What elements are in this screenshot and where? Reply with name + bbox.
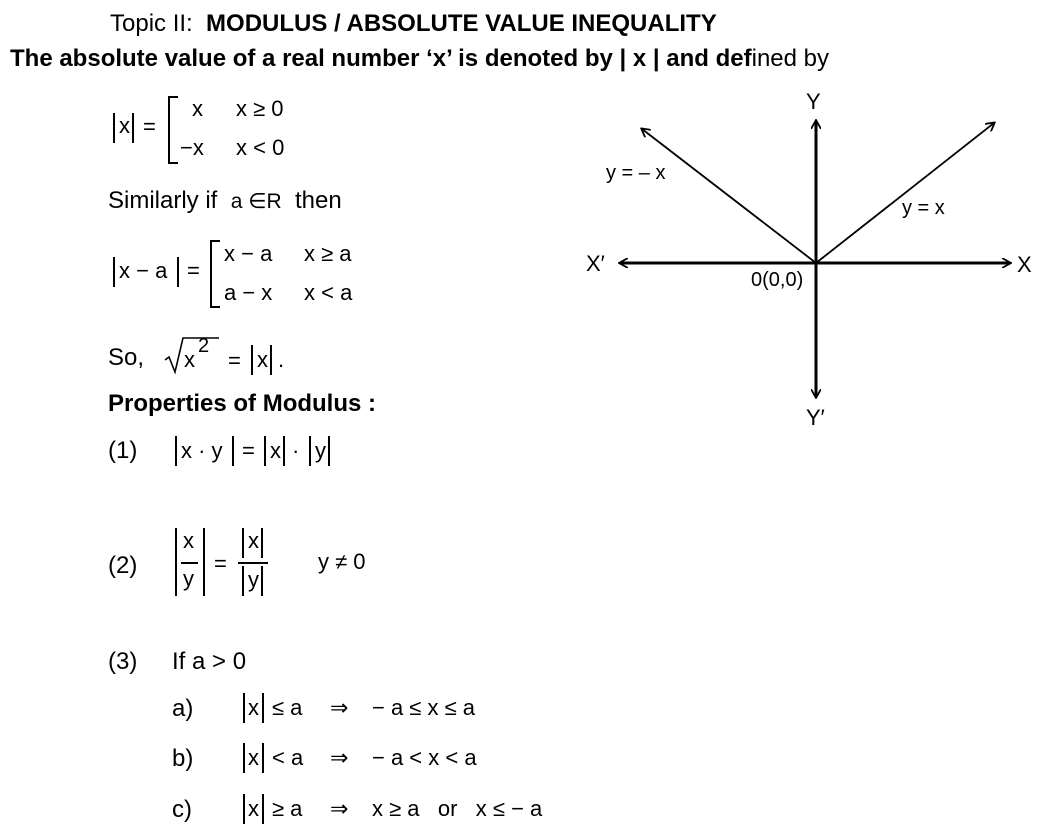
abs-bar-right xyxy=(203,528,205,596)
def2-row2-value: a − x xyxy=(224,280,273,305)
def2-row1-value: x − a xyxy=(224,241,273,266)
property-3-condition: If a > 0 xyxy=(172,648,247,675)
abs-bar-right xyxy=(328,436,330,466)
implies-symbol: ⇒ xyxy=(330,695,349,720)
abs-bar-left xyxy=(113,257,115,287)
property-3-number: (3) xyxy=(108,648,138,675)
def1-row2-value: −x xyxy=(180,135,204,160)
def1-row2-condition: x < 0 xyxy=(236,135,285,160)
result: x ≥ a or x ≤ − a xyxy=(372,796,543,821)
intro-bold-text: The absolute value of a real number ‘x’ is denoted by | x | and def xyxy=(10,45,752,72)
implies-symbol: ⇒ xyxy=(330,745,349,770)
abs-bar-right xyxy=(232,436,234,466)
abs-bar-left xyxy=(309,436,311,466)
def2-row2-condition: x < a xyxy=(304,280,353,305)
relation: < a xyxy=(272,745,304,770)
abs-bar-right xyxy=(262,693,264,723)
abs-bar-left xyxy=(242,528,244,558)
sqrt-exponent: 2 xyxy=(198,335,210,357)
sub-label: c) xyxy=(172,796,192,823)
similarly-then: then xyxy=(295,187,342,214)
relation: ≥ a xyxy=(272,796,303,821)
abs-bar-right xyxy=(132,113,134,143)
result: − a < x < a xyxy=(372,745,477,770)
line-y-equals-x xyxy=(816,123,994,263)
abs-x-lhs: x xyxy=(119,113,130,138)
abs-bar-left xyxy=(242,566,244,596)
abs-x: x xyxy=(248,745,259,770)
def1-row1-value: x xyxy=(192,96,203,121)
abs-bar-left xyxy=(175,528,177,596)
topic-heading xyxy=(110,10,717,38)
def2-row1-condition: x ≥ a xyxy=(304,241,352,266)
abs-bar-left xyxy=(113,113,115,143)
so-dot: . xyxy=(278,347,285,372)
abs-bar-right xyxy=(262,743,264,773)
line-neg-label: y = – x xyxy=(606,162,666,184)
property-2-equals: = xyxy=(214,551,227,576)
abs-bar-right xyxy=(262,794,264,824)
property-2-denominator: y xyxy=(183,566,194,591)
fraction-bar xyxy=(181,562,198,564)
property-1-xy: x · y xyxy=(181,438,223,463)
abs-bar-right xyxy=(261,566,263,596)
line-y-equals-neg-x xyxy=(642,129,816,263)
sqrt-radicand: x xyxy=(184,347,195,372)
def2-equals: = xyxy=(187,258,200,283)
y-prime-axis-label: Y′ xyxy=(806,405,825,430)
abs-x-minus-a-lhs: x − a xyxy=(119,258,168,283)
property-2-numerator-2: x xyxy=(248,528,259,553)
property-2-number: (2) xyxy=(108,552,138,579)
property-1-dot: · xyxy=(292,438,300,463)
def2-bracket xyxy=(210,240,220,308)
line-pos-label: y = x xyxy=(902,197,945,219)
abs-bar-left xyxy=(243,794,245,824)
so-rhs: x xyxy=(257,347,268,372)
similarly-line xyxy=(108,187,342,215)
def1-equals: = xyxy=(143,114,156,139)
abs-bar-right xyxy=(177,257,179,287)
topic-title: MODULUS / ABSOLUTE VALUE INEQUALITY xyxy=(206,10,717,37)
implies-symbol: ⇒ xyxy=(330,796,349,821)
abs-x: x xyxy=(248,796,259,821)
sub-label: b) xyxy=(172,745,194,772)
similarly-condition: a ∈R xyxy=(230,190,282,213)
similarly-text: Similarly if xyxy=(108,187,218,214)
property-2-numerator: x xyxy=(183,528,194,553)
abs-bar-left xyxy=(251,345,253,375)
abs-bar-right xyxy=(261,528,263,558)
intro-line xyxy=(10,45,829,73)
abs-bar-right xyxy=(283,436,285,466)
abs-bar-left xyxy=(264,436,266,466)
property-1-y: y xyxy=(315,438,326,463)
abs-bar-right xyxy=(270,345,272,375)
so-label: So, xyxy=(108,344,145,371)
x-prime-axis-label: X′ xyxy=(586,251,605,276)
abs-bar-left xyxy=(175,436,177,466)
def1-row1-condition: x ≥ 0 xyxy=(236,96,284,121)
so-equals: = xyxy=(228,348,241,373)
y-axis-label: Y xyxy=(806,89,821,114)
x-axis-label: X xyxy=(1017,252,1032,277)
property-1-number: (1) xyxy=(108,437,138,464)
def1-bracket xyxy=(168,96,178,164)
fraction-bar xyxy=(238,562,268,564)
property-1-x: x xyxy=(270,438,281,463)
abs-bar-left xyxy=(243,743,245,773)
property-1-equals: = xyxy=(242,438,255,463)
abs-x: x xyxy=(248,695,259,720)
result: − a ≤ x ≤ a xyxy=(372,695,476,720)
properties-heading: Properties of Modulus : xyxy=(108,390,377,417)
intro-rest-text: ined by xyxy=(751,45,829,72)
relation: ≤ a xyxy=(272,695,303,720)
sub-label: a) xyxy=(172,695,194,722)
property-2-condition: y ≠ 0 xyxy=(318,549,366,574)
abs-value-graph xyxy=(580,85,1040,435)
origin-label: 0(0,0) xyxy=(751,269,804,291)
property-2-denominator-2: y xyxy=(248,567,259,592)
topic-prefix: Topic II: xyxy=(110,10,193,37)
abs-bar-left xyxy=(243,693,245,723)
